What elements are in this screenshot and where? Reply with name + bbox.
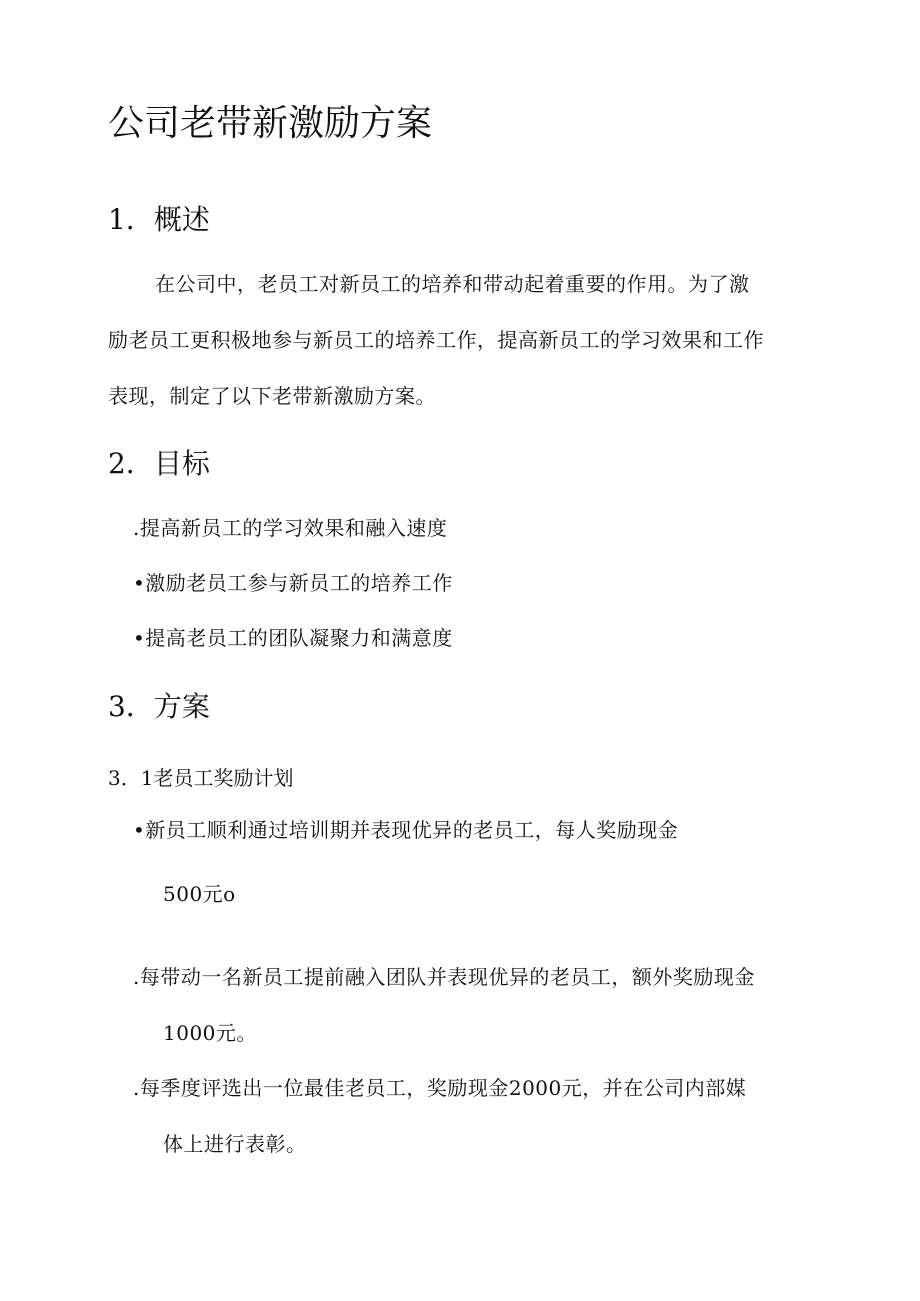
section-heading-plan: 3．方案 xyxy=(108,690,210,723)
reward-item-1-line-2: 500元o xyxy=(163,882,236,906)
reward-item-2-line-1: .每带动一名新员工提前融入团队并表现优异的老员工，额外奖励现金 xyxy=(133,965,755,989)
goal-item-2: •激励老员工参与新员工的培养工作 xyxy=(133,571,453,595)
reward-item-3-line-2: 体上进行表彰。 xyxy=(163,1132,307,1156)
subsection-heading-reward-plan: 3．1老员工奖励计划 xyxy=(108,766,294,790)
goal-item-3: •提高老员工的团队凝聚力和满意度 xyxy=(133,626,453,650)
reward-item-1-line-1: •新员工顺利通过培训期并表现优异的老员工，每人奖励现金 xyxy=(133,818,679,842)
reward-item-2-line-2: 1000元。 xyxy=(163,1021,257,1045)
goal-item-1: .提高新员工的学习效果和融入速度 xyxy=(133,516,448,540)
document-title: 公司老带新激励方案 xyxy=(108,103,433,144)
overview-paragraph-line-3: 表现，制定了以下老带新激励方案。 xyxy=(108,384,436,408)
section-heading-overview: 1．概述 xyxy=(108,203,210,236)
reward-item-3-line-1: .每季度评选出一位最佳老员工，奖励现金2000元，并在公司内部媒 xyxy=(133,1076,747,1100)
overview-paragraph-line-2: 励老员工更积极地参与新员工的培养工作，提高新员工的学习效果和工作 xyxy=(108,328,764,352)
overview-paragraph-line-1: 在公司中，老员工对新员工的培养和带动起着重要的作用。为了激 xyxy=(155,272,750,296)
section-heading-goals: 2．目标 xyxy=(108,447,210,480)
